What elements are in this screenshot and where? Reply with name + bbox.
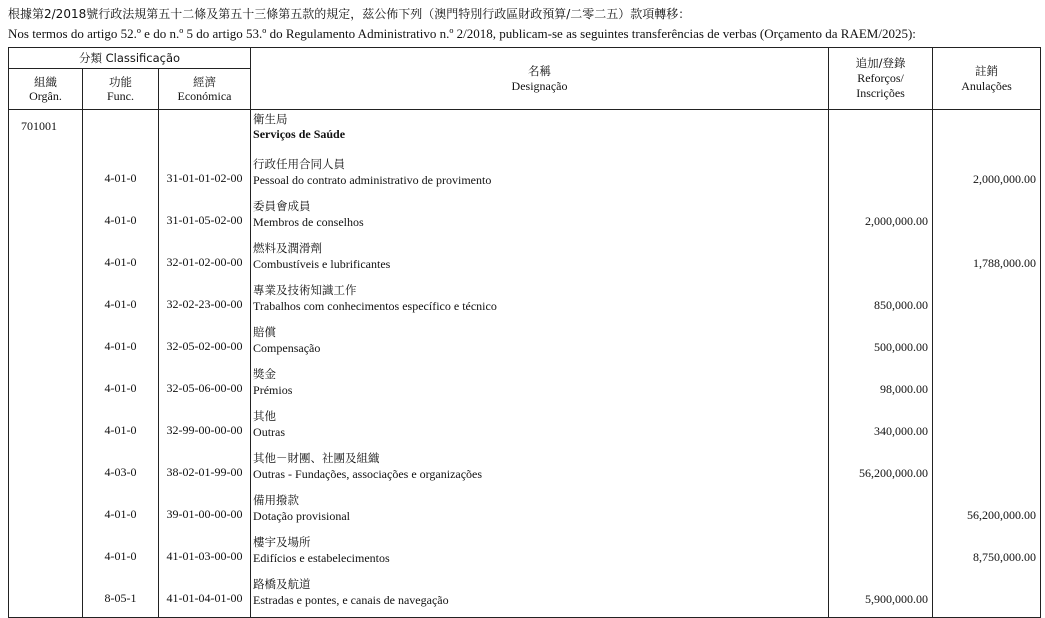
economic-header-zh: 經濟 [193, 75, 217, 89]
organ-code: 701001 [9, 110, 83, 156]
annulment-amount: 8,750,000.00 [933, 533, 1041, 575]
item-name-zh: 獎金 [253, 367, 277, 381]
table-row [9, 449, 1041, 491]
annulment-amount [933, 575, 1041, 618]
economic-code: 31-01-05-02-00 [159, 197, 251, 239]
item-designation [251, 281, 829, 323]
item-designation [251, 197, 829, 239]
reinforcement-amount [829, 533, 933, 575]
item-name-zh: 行政任用合同人員 [253, 157, 346, 171]
item-designation [251, 575, 829, 618]
classification-header: 分類 Classificação [9, 48, 251, 69]
annulment-amount [933, 197, 1041, 239]
function-code: 4-03-0 [83, 449, 159, 491]
organ-cell [9, 533, 83, 575]
item-name-zh: 其他 [253, 409, 277, 423]
annulment-amount: 1,788,000.00 [933, 239, 1041, 281]
item-name-pt: Edifícios e estabelecimentos [253, 551, 390, 565]
economic-header-pt: Económica [177, 89, 232, 103]
item-designation [251, 449, 829, 491]
item-name-pt: Outras [253, 425, 286, 439]
item-name-zh: 賠償 [253, 325, 277, 339]
function-code: 4-01-0 [83, 407, 159, 449]
function-code: 4-01-0 [83, 239, 159, 281]
function-code: 4-01-0 [83, 197, 159, 239]
annulment-amount [933, 281, 1041, 323]
economic-code: 41-01-04-01-00 [159, 575, 251, 618]
organ-cell [9, 281, 83, 323]
function-code: 8-05-1 [83, 575, 159, 618]
reinforcement-amount [829, 155, 933, 197]
function-code: 4-01-0 [83, 323, 159, 365]
economic-code: 32-01-02-00-00 [159, 239, 251, 281]
function-code: 4-01-0 [83, 281, 159, 323]
economic-code: 39-01-00-00-00 [159, 491, 251, 533]
economic-code: 32-99-00-00-00 [159, 407, 251, 449]
item-name-pt: Compensação [253, 341, 321, 355]
organ-name-zh: 衛生局 [253, 112, 288, 126]
reinforcement-amount: 850,000.00 [829, 281, 933, 323]
organ-header-zh: 組織 [34, 75, 57, 89]
annulment-amount [933, 449, 1041, 491]
item-name-pt: Trabalhos com conhecimentos específico e técnico [253, 299, 497, 313]
organ-cell [9, 407, 83, 449]
reinforcement-amount [829, 239, 933, 281]
organ-cell [9, 491, 83, 533]
designation-header-pt: Designação [511, 78, 568, 93]
table-row [9, 197, 1041, 239]
item-name-zh: 專業及技術知識工作 [253, 283, 357, 297]
organ-cell [9, 197, 83, 239]
annulment-amount: 56,200,000.00 [933, 491, 1041, 533]
item-name-pt: Membros de conselhos [253, 215, 364, 229]
economic-code: 32-05-02-00-00 [159, 323, 251, 365]
annulment-amount [933, 365, 1041, 407]
function-header [83, 69, 159, 110]
table-row [9, 281, 1041, 323]
function-header-zh: 功能 [109, 75, 132, 89]
organ-econ-cell [159, 110, 251, 156]
annulment-amount [933, 323, 1041, 365]
annulments-header [933, 48, 1041, 110]
designation-header-zh: 名稱 [528, 63, 552, 78]
function-code: 4-01-0 [83, 491, 159, 533]
reinforcement-amount: 340,000.00 [829, 407, 933, 449]
item-name-zh: 路橋及航道 [253, 577, 311, 591]
intro-text-portuguese: Nos termos do artigo 52.º e do n.º 5 do artigo 53.º do Regulamento Administrativo n.º 2/2018, publicam-se as seguintes transferências de verbas (Orçamento da RAEM/2025): [8, 26, 916, 41]
item-designation [251, 323, 829, 365]
organ-designation [251, 110, 829, 156]
organ-func-cell [83, 110, 159, 156]
item-name-pt: Estradas e pontes, e canais de navegação [253, 593, 449, 607]
table-row [9, 365, 1041, 407]
item-name-pt: Prémios [253, 383, 293, 397]
economic-code: 38-02-01-99-00 [159, 449, 251, 491]
transfer-table [8, 47, 1041, 618]
function-code: 4-01-0 [83, 155, 159, 197]
item-designation [251, 365, 829, 407]
organ-header [9, 69, 83, 110]
item-name-zh: 委員會成員 [253, 199, 311, 213]
economic-header [159, 69, 251, 110]
reinforcement-amount: 500,000.00 [829, 323, 933, 365]
reinforcements-header-zh: 追加/登錄 [855, 56, 906, 70]
reinforcement-amount: 2,000,000.00 [829, 197, 933, 239]
table-row [9, 491, 1041, 533]
function-header-pt: Func. [107, 89, 134, 103]
table-row [9, 155, 1041, 197]
organ-cell [9, 449, 83, 491]
annulment-amount [933, 407, 1041, 449]
organ-annul-cell [933, 110, 1041, 156]
reinforcement-amount: 56,200,000.00 [829, 449, 933, 491]
organ-cell [9, 575, 83, 618]
table-row [9, 323, 1041, 365]
economic-code: 41-01-03-00-00 [159, 533, 251, 575]
organ-cell [9, 323, 83, 365]
reinforcements-header [829, 48, 933, 110]
designation-header [251, 48, 829, 110]
annulments-header-pt: Anulações [961, 78, 1012, 93]
reinforcements-header-pt2: Inscrições [856, 86, 905, 100]
organ-cell [9, 239, 83, 281]
reinforcement-amount: 98,000.00 [829, 365, 933, 407]
item-designation [251, 407, 829, 449]
economic-code: 32-05-06-00-00 [159, 365, 251, 407]
organ-name-pt: Serviços de Saúde [253, 127, 346, 141]
item-name-zh: 樓宇及場所 [253, 535, 311, 549]
table-row [9, 239, 1041, 281]
organ-row [9, 110, 1041, 156]
intro-text-chinese: 根據第2/2018號行政法規第五十二條及第五十三條第五款的規定，茲公佈下列（澳門特別行政區財政預算/二零二五）款項轉移： [8, 7, 691, 21]
organ-reinforce-cell [829, 110, 933, 156]
table-row [9, 575, 1041, 618]
organ-cell [9, 155, 83, 197]
table-row [9, 533, 1041, 575]
item-name-pt: Combustíveis e lubrificantes [253, 257, 391, 271]
item-name-pt: Outras - Fundações, associações e organizações [253, 467, 483, 481]
annulment-amount: 2,000,000.00 [933, 155, 1041, 197]
organ-header-pt: Orgân. [29, 89, 62, 103]
item-designation [251, 239, 829, 281]
item-designation [251, 533, 829, 575]
economic-code: 32-02-23-00-00 [159, 281, 251, 323]
item-name-zh: 備用撥款 [253, 493, 300, 507]
item-name-pt: Dotação provisional [253, 509, 351, 523]
function-code: 4-01-0 [83, 365, 159, 407]
item-designation [251, 155, 829, 197]
function-code: 4-01-0 [83, 533, 159, 575]
table-row [9, 407, 1041, 449]
reinforcement-amount: 5,900,000.00 [829, 575, 933, 618]
item-name-zh: 燃料及潤滑劑 [253, 241, 323, 255]
item-designation [251, 491, 829, 533]
economic-code: 31-01-01-02-00 [159, 155, 251, 197]
reinforcement-amount [829, 491, 933, 533]
organ-cell [9, 365, 83, 407]
annulments-header-zh: 註銷 [975, 63, 999, 78]
item-name-pt: Pessoal do contrato administrativo de provimento [253, 173, 492, 187]
item-name-zh: 其他－財團、社團及組織 [253, 451, 380, 465]
reinforcements-header-pt1: Reforços/ [857, 71, 904, 85]
